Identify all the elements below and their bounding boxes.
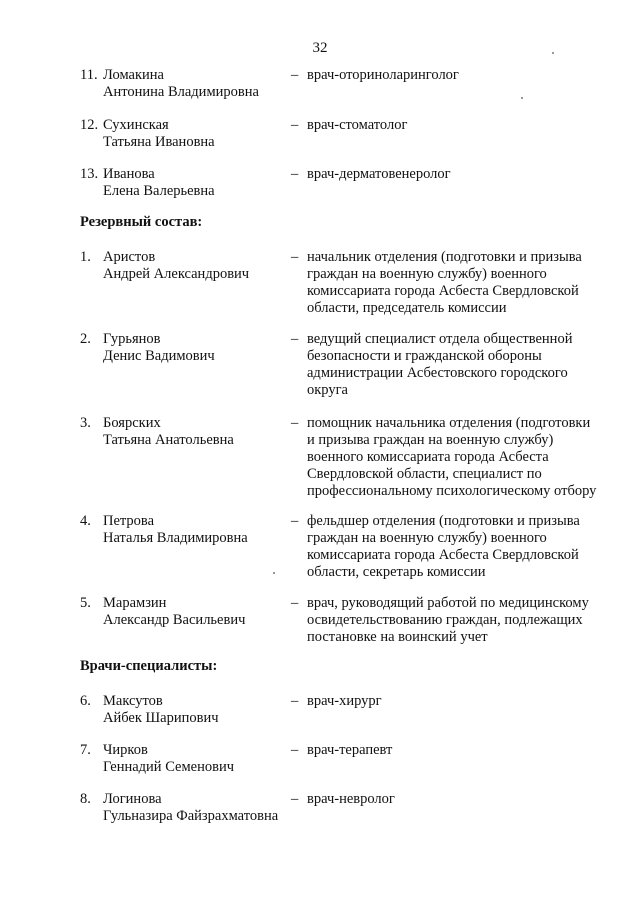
member-name xyxy=(103,742,288,776)
member-name-line: Чирков xyxy=(103,742,148,758)
role-dash: – xyxy=(291,331,299,347)
member-role-line: безопасности и гражданской обороны xyxy=(307,348,542,364)
member-role-line: граждан на военную службу) военного xyxy=(307,530,547,546)
member-name-line: Максутов xyxy=(103,693,163,709)
member-number: 12. xyxy=(80,117,99,133)
member-role-line: администрации Асбестовского городского xyxy=(307,365,568,381)
member-role xyxy=(307,249,627,317)
member-role-line: граждан на военную службу) военного xyxy=(307,266,547,282)
member-role-line: постановке на воинский учет xyxy=(307,629,488,645)
member-name xyxy=(103,249,288,283)
member-number: 8. xyxy=(80,791,91,807)
member-role-line: врач-терапевт xyxy=(307,742,393,758)
page-number: 32 xyxy=(312,40,328,56)
member-role xyxy=(307,595,627,646)
member-name-line: Татьяна Анатольевна xyxy=(103,432,234,448)
member-name-line: Логинова xyxy=(103,791,162,807)
member-role-line: ведущий специалист отдела общественной xyxy=(307,331,573,347)
member-name xyxy=(103,117,288,151)
member-name-line: Денис Вадимович xyxy=(103,348,215,364)
member-role-line: округа xyxy=(307,382,348,398)
member-number: 13. xyxy=(80,166,99,182)
scan-speck xyxy=(521,97,523,99)
member-name-line: Александр Васильевич xyxy=(103,612,246,628)
member-name-line: Боярских xyxy=(103,415,161,431)
role-dash: – xyxy=(291,166,299,182)
member-name xyxy=(103,595,288,629)
member-name-line: Сухинская xyxy=(103,117,169,133)
member-name xyxy=(103,791,288,825)
member-role xyxy=(307,67,627,84)
role-dash: – xyxy=(291,742,299,758)
role-dash: – xyxy=(291,513,299,529)
member-role-line: врач-хирург xyxy=(307,693,382,709)
section-heading-reserve: Резервный состав: xyxy=(80,214,203,230)
member-role-line: фельдшер отделения (подготовки и призыва xyxy=(307,513,580,529)
member-name-line: Татьяна Ивановна xyxy=(103,134,215,150)
member-role xyxy=(307,693,627,710)
member-role-line: помощник начальника отделения (подготовки xyxy=(307,415,591,431)
member-name-line: Аристов xyxy=(103,249,156,265)
member-number: 5. xyxy=(80,595,91,611)
member-role xyxy=(307,513,627,581)
member-number: 7. xyxy=(80,742,91,758)
member-name-line: Наталья Владимировна xyxy=(103,530,248,546)
member-role-line: врач, руководящий работой по медицинскому xyxy=(307,595,589,611)
member-role-line: Свердловской области, специалист по xyxy=(307,466,542,482)
member-number: 4. xyxy=(80,513,91,529)
member-role-line: врач-невролог xyxy=(307,791,395,807)
member-role-line: области, председатель комиссии xyxy=(307,300,507,316)
member-name-line: Геннадий Семенович xyxy=(103,759,234,775)
member-role-line: области, секретарь комиссии xyxy=(307,564,486,580)
role-dash: – xyxy=(291,117,299,133)
member-role xyxy=(307,742,627,759)
member-name xyxy=(103,166,288,200)
member-number: 3. xyxy=(80,415,91,431)
role-dash: – xyxy=(291,693,299,709)
role-dash: – xyxy=(291,67,299,83)
member-role xyxy=(307,166,627,183)
role-dash: – xyxy=(291,791,299,807)
member-name-line: Марамзин xyxy=(103,595,167,611)
member-role-line: комиссариата города Асбеста Свердловской xyxy=(307,547,579,563)
member-number: 2. xyxy=(80,331,91,347)
role-dash: – xyxy=(291,595,299,611)
member-name-line: Андрей Александрович xyxy=(103,266,250,282)
member-role xyxy=(307,117,627,134)
member-name xyxy=(103,415,288,449)
scan-speck xyxy=(552,52,554,54)
member-role-line: освидетельствованию граждан, подлежащих xyxy=(307,612,583,628)
member-name-line: Петрова xyxy=(103,513,155,529)
member-name-line: Иванова xyxy=(103,166,155,182)
member-name-line: Гурьянов xyxy=(103,331,161,347)
member-role-line: врач-стоматолог xyxy=(307,117,408,133)
member-name-line: Антонина Владимировна xyxy=(103,84,259,100)
member-number: 11. xyxy=(80,67,98,83)
member-role-line: врач-дерматовенеролог xyxy=(307,166,451,182)
role-dash: – xyxy=(291,415,299,431)
member-name xyxy=(103,331,288,365)
member-role-line: врач-оториноларинголог xyxy=(307,67,459,83)
member-role-line: профессиональному психологическому отбору xyxy=(307,483,597,499)
member-name-line: Ломакина xyxy=(103,67,164,83)
member-number: 1. xyxy=(80,249,91,265)
member-name xyxy=(103,67,288,101)
member-role-line: и призыва граждан на военную службу) xyxy=(307,432,554,448)
member-name xyxy=(103,513,288,547)
member-role xyxy=(307,791,627,808)
member-name xyxy=(103,693,288,727)
member-name-line: Гульназира Файзрахматовна xyxy=(103,808,279,824)
role-dash: – xyxy=(291,249,299,265)
member-role xyxy=(307,415,627,500)
member-role-line: начальник отделения (подготовки и призыва xyxy=(307,249,582,265)
member-number: 6. xyxy=(80,693,91,709)
member-role-line: комиссариата города Асбеста Свердловской xyxy=(307,283,579,299)
member-name-line: Елена Валерьевна xyxy=(103,183,215,199)
section-heading-specialists: Врачи-специалисты: xyxy=(80,658,218,674)
scan-speck xyxy=(273,572,275,574)
member-role-line: военного комиссариата города Асбеста xyxy=(307,449,549,465)
member-role xyxy=(307,331,627,399)
member-name-line: Айбек Шарипович xyxy=(103,710,219,726)
